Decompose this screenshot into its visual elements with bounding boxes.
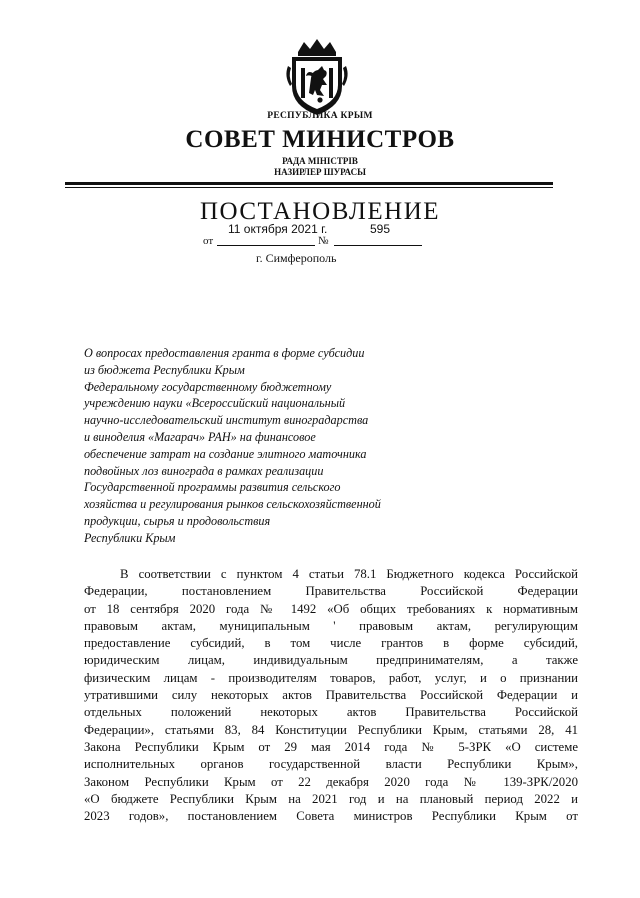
decree-title: ПОСТАНОВЛЕНИЕ: [199, 198, 441, 225]
decree-number: 595: [370, 222, 391, 236]
subject-line: О вопросах предоставления гранта в форме субсидии: [84, 346, 365, 360]
from-label: от: [203, 235, 214, 247]
body-line: Федерации», статьями 83, 84 Конституции Республики Крым, статьями 28, 41: [84, 722, 578, 737]
decree-subject: [84, 345, 484, 547]
subject-line: Государственной программы развития сельского: [84, 480, 341, 495]
body-line: физическим лицам - производителям товаров, работ, услуг, и о признании: [84, 670, 578, 685]
council-title: СОВЕТ МИНИСТРОВ: [185, 126, 455, 153]
body-line: правовым актам, муниципальным ' правовым актам, регулирующим: [84, 618, 578, 633]
header-divider-thick: [65, 182, 553, 185]
body-line: Федерации, постановлением Правительства Российской Федерации: [84, 584, 578, 599]
body-line: Закона Республики Крым от 29 мая 2014 года № 5-ЗРК «О системе: [84, 739, 578, 754]
crimea-coat-of-arms-icon: [284, 38, 350, 116]
subject-line: Федеральному государственному бюджетному: [84, 379, 332, 394]
subject-line: подвойных лоз винограда в рамках реализации: [84, 463, 324, 478]
body-line: «О бюджете Республики Крым на 2021 год и на плановый период 2022 и: [84, 791, 578, 806]
subject-line: продукции, сырья и продовольствия: [84, 513, 271, 528]
subtitle-ukrainian: РАДА МІНІСТРІВ: [282, 156, 358, 166]
body-line: отдельных положений некоторых актов Правительства Российской: [84, 705, 578, 720]
subject-line: из бюджета Республики Крым: [84, 362, 245, 377]
date-underline: [217, 245, 315, 246]
body-line: исполнительных органов государственной власти Республики Крым»,: [84, 757, 578, 772]
header-divider-thin: [65, 187, 553, 188]
subject-line: учреждению науки «Всероссийский национальный: [84, 396, 346, 411]
body-line: от 18 сентября 2020 года № 1492 «Об общих требованиях к нормативным: [84, 601, 578, 616]
body-line: В соответствии с пунктом 4 статьи 78.1 Бюджетного кодекса Российской: [120, 567, 578, 581]
subtitle-crimean-tatar: НАЗИРЛЕР ШУРАСЫ: [274, 167, 366, 177]
number-underline: [334, 245, 422, 246]
body-line: Законом Республики Крым от 22 декабря 2020 года № 139-ЗРК/2020: [84, 774, 578, 789]
subject-line: обеспечение затрат на создание элитного маточника: [84, 446, 367, 461]
number-label: №: [318, 235, 329, 247]
subject-line: Республики Крым: [84, 530, 176, 545]
body-line: утратившими силу некоторых актов Правительства Российской Федерации и: [84, 688, 578, 703]
subject-line: и виноделия «Магарач» РАН» на финансовое: [84, 429, 316, 444]
subject-line: научно-исследовательский институт виноградарства: [84, 413, 369, 428]
republic-name: РЕСПУБЛИКА КРЫМ: [267, 111, 373, 121]
body-line: юридическим лицам, индивидуальным предпринимателям, а также: [84, 653, 578, 668]
decree-date: 11 октября 2021 г.: [228, 222, 328, 236]
body-line: предоставление субсидий, в том числе грантов в форме субсидий,: [84, 636, 578, 651]
subject-line: хозяйства и регулирования рынков сельскохозяйственной: [84, 497, 381, 512]
city-name: г. Симферополь: [256, 251, 337, 265]
body-paragraph: [84, 566, 578, 825]
body-line: 2023 годов», постановлением Совета министров Республики Крым от: [84, 809, 578, 824]
